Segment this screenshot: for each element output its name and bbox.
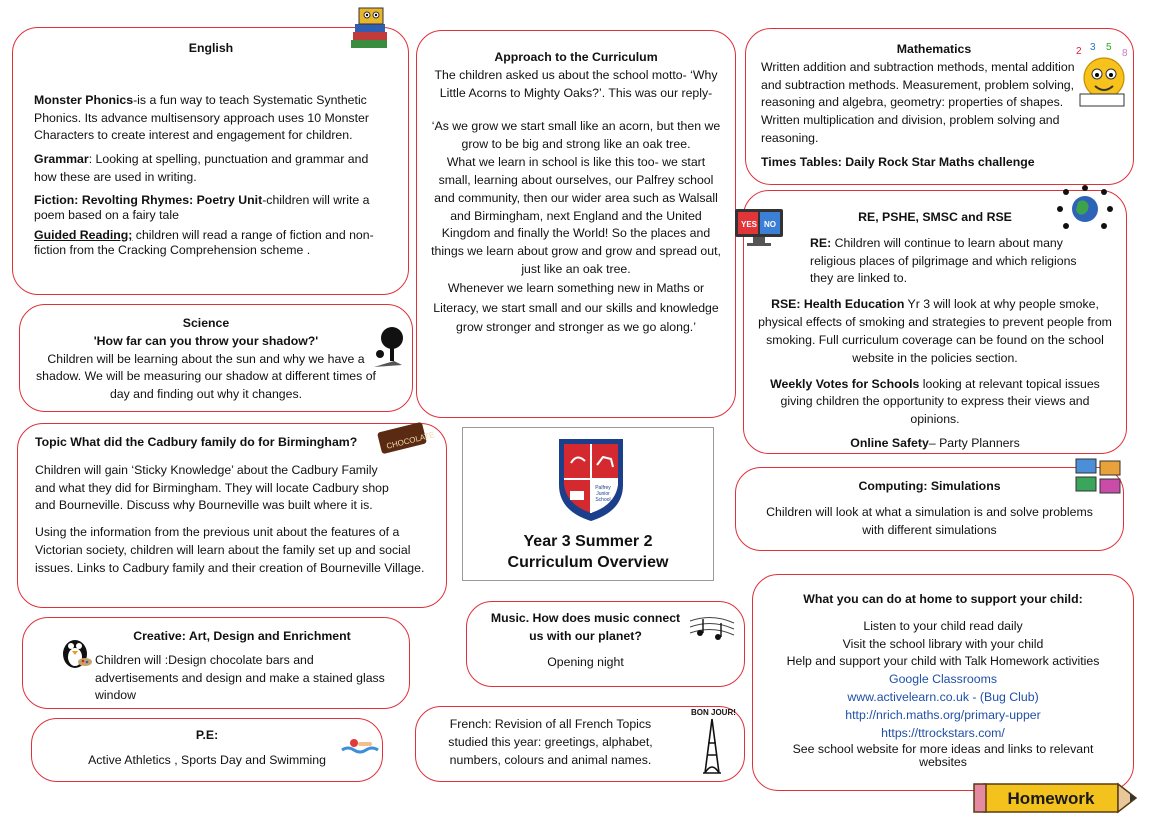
- re-text: [758, 235, 1112, 288]
- creative-text: Children will :Design chocolate bars and advertisements and design and make a stained glass window: [95, 652, 385, 703]
- link-ttrockstars[interactable]: https://ttrockstars.com/: [881, 725, 1005, 740]
- title-line-2: Curriculum Overview: [507, 553, 669, 571]
- crest-text-1: Palfrey: [595, 485, 611, 491]
- phonics-text: -is a fun way to teach Systematic Synthetic Phonics. Its advance multisensory approach uses 10 Monster Characters to create interest and engagement for children.: [34, 92, 369, 143]
- phonics-label: Monster Phonics: [34, 92, 134, 107]
- bonjour-label: BON JOUR!: [691, 708, 736, 717]
- science-heading: Science: [182, 316, 230, 330]
- music-text: Opening night: [547, 654, 624, 669]
- english-panel: [12, 27, 409, 295]
- home-heading: What you can do at home to support your child:: [803, 592, 1083, 606]
- french-text: French: Revision of all French Topics studied this year: greetings, alphabet, numbers, colours and animal names.: [448, 717, 653, 767]
- creative-heading: Creative: Art, Design and Enrichment: [133, 629, 351, 643]
- home-line-1: Listen to your child read daily: [863, 618, 1023, 633]
- link-activelearn[interactable]: www.activelearn.co.uk - (Bug Club): [847, 690, 1039, 705]
- english-phonics: [34, 92, 388, 145]
- topic-heading: Topic What did the Cadbury family do for Birmingham?: [35, 435, 358, 449]
- svg-text:3: 3: [1090, 42, 1096, 53]
- computing-heading: Computing: Simulations: [858, 479, 1001, 493]
- times-tables: Times Tables: Daily Rock Star Maths challenge: [761, 154, 1035, 169]
- grammar-label: Grammar: [34, 152, 89, 167]
- online-safety: [758, 435, 1112, 453]
- approach-text-3: What we learn in school is like this too- we start small, learning about ourselves, our Palfrey school and community, then our wider area such as Walsall and Birmingham, next England and the United Kingdom and finally the World! So the places and things we learn about grow and grow and spread out, just like an oak tree.: [431, 155, 721, 277]
- school-crest-icon: [555, 435, 627, 525]
- approach-heading: Approach to the Curriculum: [494, 50, 658, 64]
- english-fiction: [34, 193, 388, 224]
- music-heading: [487, 610, 684, 646]
- safety-label: Online Safety: [850, 436, 929, 451]
- yes-no-vote-icon: [733, 207, 785, 249]
- english-grammar: [34, 151, 388, 187]
- topic-text-1: Children will gain ‘Sticky Knowledge’ about the Cadbury Family and what they did for Birmingham. They will locate Cadbury shop and Bourneville. Discuss why Bourneville was built where it is.: [35, 462, 389, 513]
- crest-text-3: School: [595, 497, 611, 503]
- science-panel: [19, 304, 413, 412]
- link-google-classrooms[interactable]: Google Classrooms: [889, 672, 997, 687]
- approach-panel: [416, 30, 736, 418]
- pe-text: Active Athletics , Sports Day and Swimming: [88, 752, 326, 767]
- pe-panel: [31, 718, 383, 782]
- grammar-text: : Looking at spelling, punctuation and grammar and how these are used in writing.: [34, 152, 369, 185]
- music-notes-icon: [688, 611, 736, 649]
- pe-heading: P.E:: [195, 728, 219, 742]
- title-line-1: Year 3 Summer 2: [523, 533, 653, 550]
- music-heading-rest: . How does music connect us with our planet?: [525, 611, 681, 643]
- votes-label: Weekly Votes for Schools: [770, 376, 920, 391]
- link-nrich[interactable]: http://nrich.maths.org/primary-upper: [845, 707, 1041, 722]
- page-title: [463, 532, 713, 574]
- science-text: Children will be learning about the sun and why we have a shadow. We will be measuring our shadow at different times of day and finding out why it changes.: [36, 351, 376, 402]
- topic-text-2: Using the information from the previous unit about the features of a Victorian society, children will learn about the family set up and social issues. Links to Cadbury family and their creation of Bourneville Village.: [35, 525, 425, 575]
- votes-text: [758, 376, 1112, 429]
- svg-text:5: 5: [1106, 42, 1112, 53]
- no-label: NO: [764, 220, 776, 229]
- chocolate-bar-icon: [375, 421, 436, 455]
- maths-heading: Mathematics: [896, 42, 972, 56]
- homework-pencil-icon: [970, 780, 1138, 816]
- re-label: RE:: [810, 235, 832, 250]
- yes-label: YES: [741, 220, 758, 229]
- computers-icon: [1072, 455, 1124, 497]
- music-heading-main: Music: [490, 611, 526, 625]
- science-question: 'How far can you throw your shadow?': [93, 333, 319, 348]
- guided-text: children will read a range of fiction and non-fiction from the Cracking Comprehension scheme .: [34, 227, 374, 258]
- english-heading: English: [188, 41, 234, 55]
- title-card: [462, 427, 714, 581]
- approach-text-4: Whenever we learn something new in Maths or Literacy, we start small and our skills and knowledge grow stronger and stronger as we go along.’: [433, 280, 719, 335]
- home-line-3: Help and support your child with Talk Homework activities: [786, 654, 1100, 669]
- tree-shadow-icon: [372, 325, 408, 369]
- chocolate-label: CHOCOLATE: [385, 430, 436, 451]
- crest-text-2: Junior: [596, 491, 610, 497]
- english-guided-reading: [34, 228, 388, 259]
- approach-text-1: The children asked us about the school motto- ‘Why Little Acorns to Mighty Oaks?’. This was our reply-: [434, 67, 718, 100]
- penguin-painter-icon: [57, 634, 93, 670]
- rse-label: RSE: Health Education: [771, 297, 905, 312]
- home-line-2: Visit the school library with your child: [842, 636, 1044, 651]
- home-footer: See school website for more ideas and links to relevant websites: [792, 741, 1094, 770]
- books-icon: [349, 4, 391, 52]
- computing-panel: [735, 467, 1124, 551]
- homework-label: Homework: [1007, 789, 1095, 808]
- computing-text: Children will look at what a simulation is and solve problems with different simulations: [766, 504, 1093, 537]
- fiction-label: Fiction: Revolting Rhymes: Poetry Unit: [34, 192, 263, 207]
- maths-smiley-icon: [1070, 42, 1136, 112]
- safety-body: – Party Planners: [928, 436, 1020, 451]
- svg-text:8: 8: [1122, 48, 1128, 59]
- world-religions-icon: [1056, 184, 1114, 234]
- re-body: Children will continue to learn about many religious places of pilgrimage and which religions they are linked to.: [810, 235, 1077, 286]
- guided-label: Guided Reading;: [34, 227, 133, 242]
- votes-body: looking at relevant topical issues giving children the opportunity to express their views and opinions.: [780, 376, 1100, 427]
- swimmer-icon: [340, 734, 380, 758]
- svg-text:2: 2: [1076, 46, 1082, 57]
- rse-text: [758, 296, 1112, 367]
- home-support-panel: [752, 574, 1134, 791]
- approach-text-2: ‘As we grow we start small like an acorn, but then we grow to be big and strong like an oak tree.: [431, 119, 721, 152]
- fiction-text: -children will write a poem based on a fairy tale: [34, 192, 370, 223]
- maths-text: Written addition and subtraction methods, mental addition and subtraction methods. Measurement, problem solving, reasoning and algebra, geometry: properties of shapes. Written multiplication and division, problem solving and reasoning.: [761, 59, 1075, 146]
- eiffel-tower-icon: [687, 705, 737, 777]
- rse-body: Yr 3 will look at why people smoke, physical effects of smoking and strategies to prevent people from smoking. Full curriculum coverage can be found on the school website in the policies section.: [758, 297, 1112, 365]
- re-heading: RE, PSHE, SMSC and RSE: [858, 210, 1012, 224]
